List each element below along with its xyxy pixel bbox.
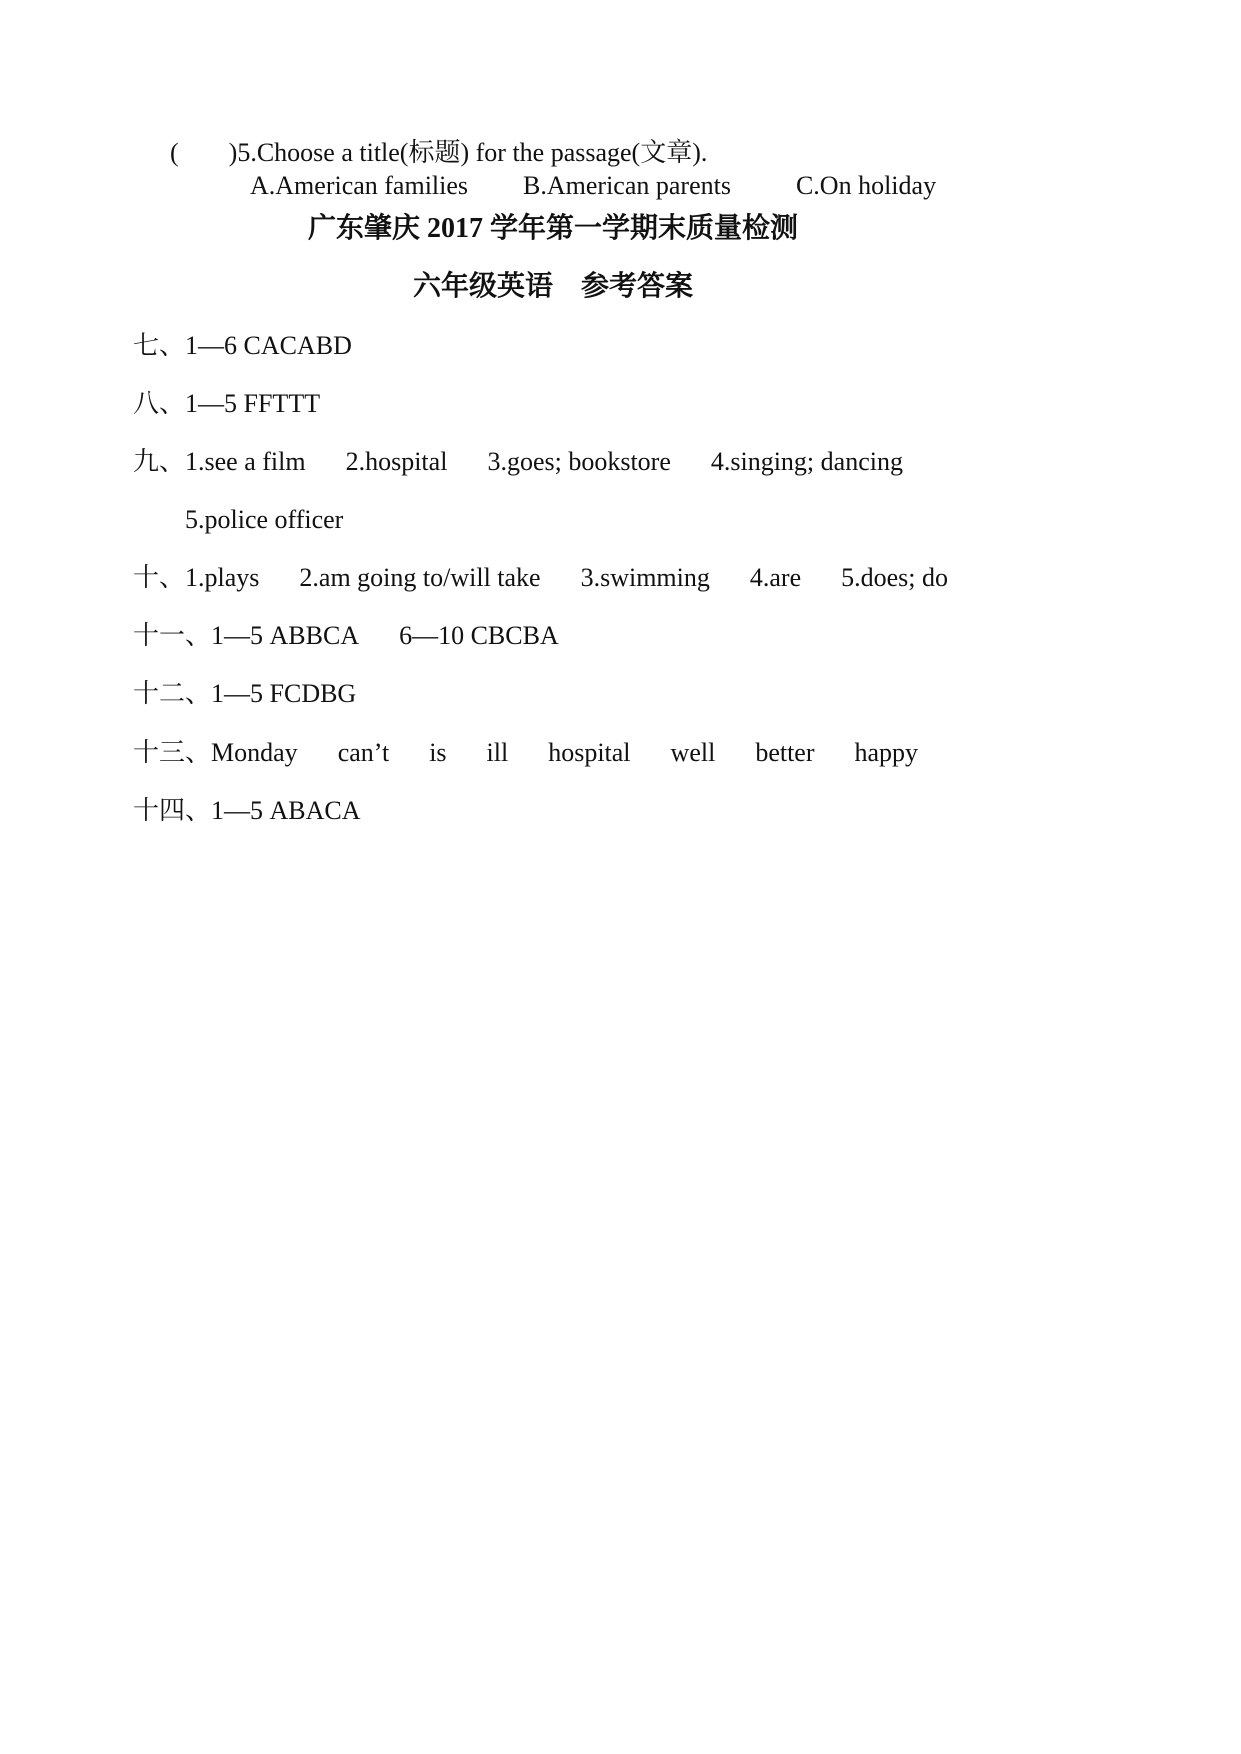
answer-section-8 — [133, 388, 320, 420]
answer-section-9 — [133, 446, 903, 478]
answer-item: 1.plays — [185, 563, 260, 592]
answer-section-11 — [133, 620, 559, 652]
question-stem: )5.Choose a title(标题) for the passage(文章). — [228, 138, 708, 167]
answer-section-10 — [133, 562, 948, 594]
answer-item: 1—6 CACABD — [185, 331, 352, 360]
answer-item: 3.swimming — [580, 563, 710, 592]
section-label: 十一、 — [133, 621, 212, 650]
document-subtitle — [0, 270, 1241, 304]
answer-item: hospital — [548, 738, 631, 767]
section-label: 十三、 — [133, 738, 212, 767]
answer-section-7 — [133, 330, 352, 362]
answer-item: 1—5 ABACA — [211, 796, 361, 825]
answer-item: Monday — [211, 738, 298, 767]
answer-item: better — [755, 738, 815, 767]
answer-item: 1—5 ABBCA — [211, 621, 360, 650]
answer-item: 5.police officer — [185, 505, 344, 534]
answer-item: well — [670, 738, 716, 767]
answer-item: ill — [486, 738, 509, 767]
answer-item: 6—10 CBCBA — [399, 621, 559, 650]
section-label: 十四、 — [133, 796, 212, 825]
answer-item: 5.does; do — [841, 563, 949, 592]
option-a: A.American families — [250, 171, 469, 200]
answer-item: 4.singing; dancing — [710, 447, 903, 476]
answer-item: 1—5 FCDBG — [211, 679, 357, 708]
section-label: 九、 — [133, 447, 186, 476]
answer-item: 3.goes; bookstore — [487, 447, 671, 476]
section-label: 十二、 — [133, 679, 212, 708]
section-label: 十、 — [133, 563, 186, 592]
option-b: B.American parents — [523, 171, 731, 200]
answer-section-14 — [133, 795, 361, 827]
document-title: 广东肇庆 2017 学年第一学期末质量检测 — [307, 213, 798, 244]
answer-item: is — [429, 738, 447, 767]
question-open-paren: ( — [170, 138, 179, 167]
answer-item: 2.hospital — [345, 447, 448, 476]
answer-item: happy — [854, 738, 919, 767]
answer-section-12 — [133, 678, 356, 710]
subtitle-subject: 六年级英语 — [412, 271, 553, 302]
option-c: C.On holiday — [795, 171, 937, 200]
answer-item: 1.see a film — [185, 447, 306, 476]
answer-item: 4.are — [749, 563, 802, 592]
question-5-stem-line — [170, 137, 707, 169]
section-label: 八、 — [133, 389, 186, 418]
answer-section-13 — [133, 737, 918, 769]
subtitle-answer-key: 参考答案 — [581, 271, 694, 302]
answer-item: 2.am going to/will take — [299, 563, 541, 592]
question-5-options — [250, 170, 936, 202]
answer-section-9-continuation — [185, 504, 343, 536]
answer-item: 1—5 FFTTT — [185, 389, 321, 418]
answer-item: can’t — [337, 738, 390, 767]
section-label: 七、 — [133, 331, 186, 360]
